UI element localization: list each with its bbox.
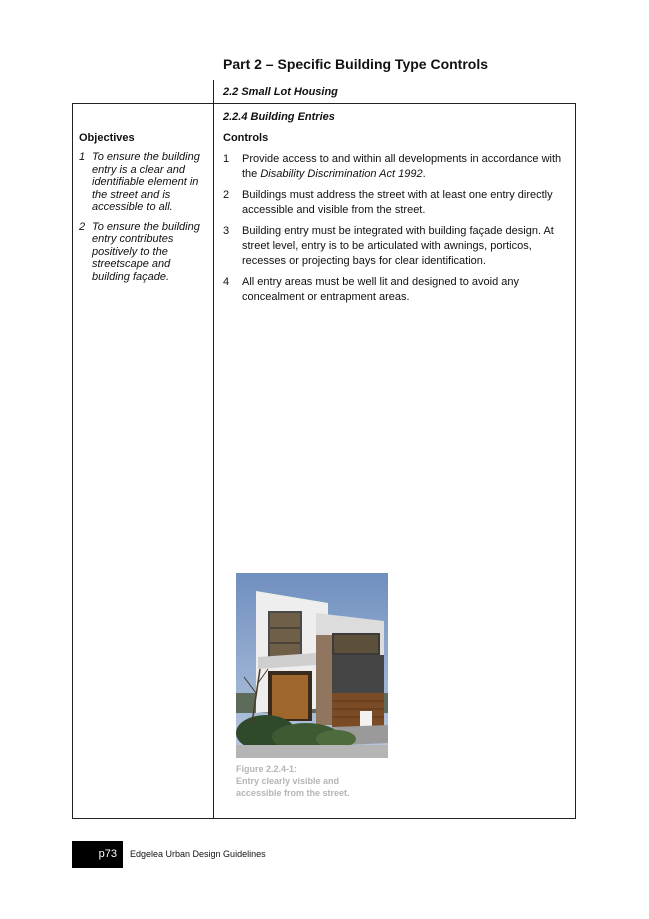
page-title: Part 2 – Specific Building Type Controls bbox=[223, 56, 489, 72]
column-divider-top bbox=[213, 80, 214, 103]
page-number: p73 bbox=[98, 848, 117, 860]
objective-item bbox=[79, 221, 211, 284]
control-number: 3 bbox=[223, 225, 230, 237]
control-number: 1 bbox=[223, 153, 230, 165]
house-photo bbox=[236, 573, 388, 758]
controls-list bbox=[223, 152, 568, 311]
objective-number: 1 bbox=[79, 151, 86, 163]
figure-caption-line: Entry clearly visible and bbox=[236, 776, 340, 786]
control-text: All entry areas must be well lit and designed to avoid any concealment or entrapment areas. bbox=[242, 276, 519, 303]
figure-caption-label: Figure 2.2.4-1: bbox=[236, 764, 298, 774]
control-item bbox=[223, 152, 568, 182]
control-item bbox=[223, 224, 568, 269]
objectives-heading: Objectives bbox=[79, 132, 135, 144]
objective-number: 2 bbox=[79, 220, 86, 233]
document-title: Edgelea Urban Design Guidelines bbox=[130, 849, 266, 859]
subsection-title: 2.2.4 Building Entries bbox=[223, 111, 335, 123]
objective-text: To ensure the building entry contributes positively to the streetscape and building façade. bbox=[92, 220, 200, 283]
section-title: 2.2 Small Lot Housing bbox=[223, 86, 338, 98]
control-text bbox=[242, 152, 568, 182]
objectives-list bbox=[79, 151, 211, 290]
column-divider bbox=[213, 103, 214, 819]
control-text-part: Provide access to and within all developments in accordance with the bbox=[242, 153, 562, 180]
figure-caption bbox=[236, 763, 350, 799]
control-text-part: . bbox=[422, 168, 426, 180]
act-title: Disability Discrimination Act 1992 bbox=[260, 168, 423, 180]
figure-caption-line: accessible from the street. bbox=[236, 788, 350, 798]
control-text: Buildings must address the street with at least one entry directly accessible and visible from the street. bbox=[242, 189, 553, 216]
objective-text: To ensure the building entry is a clear and identifiable element in the street and is accessible to all. bbox=[92, 151, 200, 213]
control-item bbox=[223, 188, 568, 218]
control-number: 4 bbox=[223, 276, 230, 288]
control-text: Building entry must be integrated with building façade design. At street level, entry is to be articulated with awnings, porticos, recesses or projecting bays for clear identification. bbox=[242, 225, 554, 267]
controls-heading: Controls bbox=[223, 132, 269, 144]
control-item bbox=[223, 275, 568, 305]
objective-item bbox=[79, 151, 211, 214]
control-number: 2 bbox=[223, 189, 230, 201]
